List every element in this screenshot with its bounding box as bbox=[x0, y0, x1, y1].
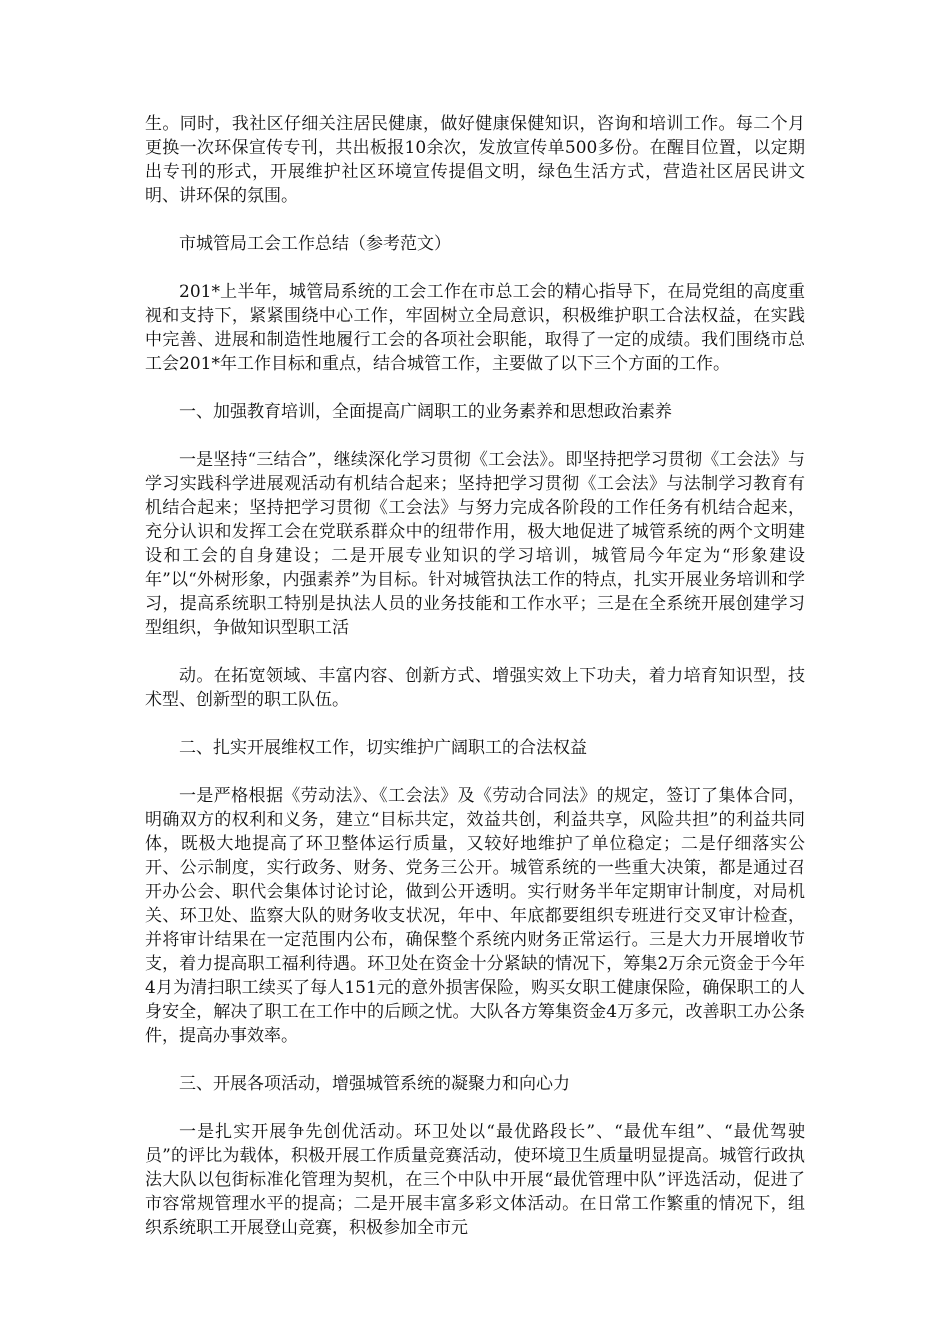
paragraph-section-1: 一是坚持“三结合”，继续深化学习贯彻《工会法》。即坚持把学习贯彻《工会法》与学习实践科学进展观活动有机结合起来；坚持把学习贯彻《工会法》与法制学习教育有机结合起来；坚持把学习贯彻《工会法》与努力完成各阶段的工作任务有机结合起来，充分认识和发挥工会在党联系群众中的纽带作用，极大地促进了城管系统的两个文明建设和工会的自身建设；二是开展专业知识的学习培训，城管局今年定为“形象建设年”以“外树形象，内强素养”为目标。针对城管执法工作的特点，扎实开展业务培训和学习，提高系统职工特别是执法人员的业务技能和工作水平；三是在全系统开展创建学习型组织，争做知识型职工活 bbox=[145, 450, 805, 638]
paragraph-section-2: 一是严格根据《劳动法》、《工会法》及《劳动合同法》的规定，签订了集体合同，明确双方的权利和义务，建立“目标共定，效益共创，利益共享，风险共担”的利益共同体，既极大地提高了环卫整体运行质量，又较好地维护了单位稳定；二是仔细落实公开、公示制度，实行政务、财务、党务三公开。城管系统的一些重大决策，都是通过召开办公会、职代会集体讨论讨论，做到公开透明。实行财务半年定期审计制度，对局机关、环卫处、监察大队的财务收支状况，年中、年底都要组织专班进行交叉审计检查，并将审计结果在一定范围内公布，确保整个系统内财务正常运行。三是大力开展增收节支，着力提高职工福利待遇。环卫处在资金十分紧缺的情况下，筹集2万余元资金于今年4月为清扫职工续买了每人151元的意外损害保险，购买女职工健康保险，确保职工的人身安全，解决了职工在工作中的后顾之忧。大队各方筹集资金4万多元，改善职工办公条件，提高办事效率。 bbox=[145, 786, 805, 1046]
section-heading-2: 二、扎实开展维权工作，切实维护广阔职工的合法权益 bbox=[179, 738, 587, 758]
paragraph-section-1-continued: 动。在拓宽领域、丰富内容、创新方式、增强实效上下功夫，着力培育知识型，技术型、创新型的职工队伍。 bbox=[145, 666, 805, 710]
section-heading-3: 三、开展各项活动，增强城管系统的凝聚力和向心力 bbox=[179, 1074, 570, 1094]
paragraph-section-3: 一是扎实开展争先创优活动。环卫处以“最优路段长”、“最优车组”、“最优驾驶员”的评比为载体，积极开展工作质量竞赛活动，使环境卫生质量明显提高。城管行政执法大队以包街标准化管理为契机，在三个中队中开展“最优管理中队”评选活动，促进了市容常规管理水平的提高；二是开展丰富多彩文体活动。在日常工作繁重的情况下，组织系统职工开展登山竞赛，积极参加全市元 bbox=[145, 1122, 805, 1238]
paragraph-intro: 201*上半年，城管局系统的工会工作在市总工会的精心指导下，在局党组的高度重视和支持下，紧紧围绕中心工作，牢固树立全局意识，积极维护职工合法权益，在实践中完善、进展和制造性地履行工会的各项社会职能，取得了一定的成绩。我们围绕市总工会201*年工作目标和重点，结合城管工作，主要做了以下三个方面的工作。 bbox=[145, 282, 805, 374]
document-body bbox=[145, 112, 805, 1264]
document-title: 市城管局工会工作总结（参考范文） bbox=[179, 234, 451, 254]
section-heading-1: 一、加强教育培训，全面提高广阔职工的业务素养和思想政治素养 bbox=[179, 402, 672, 422]
paragraph-continuation: 生。同时，我社区仔细关注居民健康，做好健康保健知识，咨询和培训工作。每二个月更换一次环保宣传专刊，共出板报10余次，发放宣传单500多份。在醒目位置，以定期出专刊的形式，开展维护社区环境宣传提倡文明，绿色生活方式，营造社区居民讲文明、讲环保的氛围。 bbox=[145, 114, 805, 206]
